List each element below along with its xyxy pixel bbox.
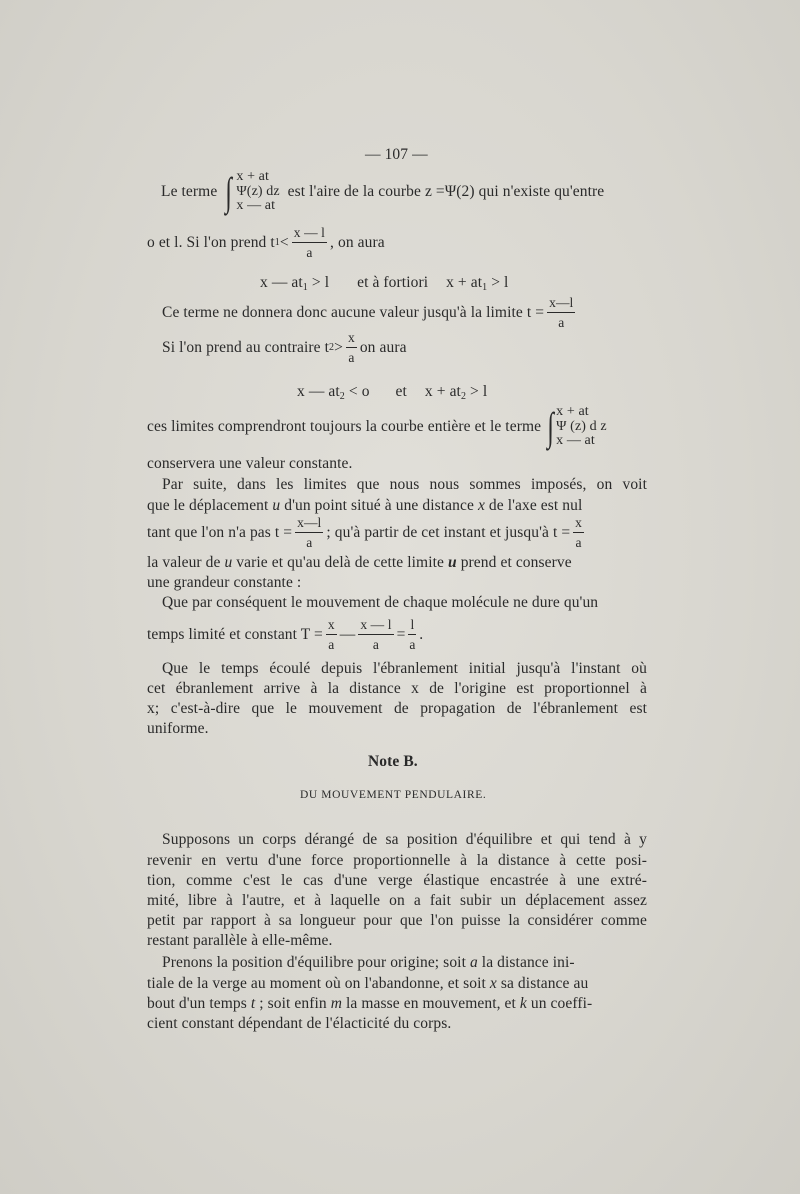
- text: que le déplacement: [147, 497, 273, 514]
- text: tiale de la verge au moment où on l'abandonne, et soit: [147, 975, 490, 992]
- fraction-t1: [295, 516, 323, 549]
- text-fortiori: et à fortiori: [357, 274, 429, 291]
- p1-line6: Que par conséquent le mouvement de chaque molécule ne dure qu'un: [162, 594, 599, 611]
- frac-num: x—l: [295, 516, 323, 533]
- sub-1: 1: [274, 237, 280, 248]
- minus-sign: —: [339, 625, 356, 643]
- line-inequalities-2: [297, 383, 487, 402]
- text-ce-terme: Ce terme ne donnera donc aucune valeur jusqu'à la limite t =: [162, 303, 545, 321]
- expr-a-rel: < o: [344, 383, 370, 400]
- integral-upper: x + at: [556, 404, 589, 419]
- p1-line5: une grandeur constante :: [147, 574, 302, 591]
- var-m: m: [330, 995, 343, 1012]
- frac-den: a: [306, 534, 313, 550]
- p1-line4: [147, 554, 572, 572]
- p3-line4: mité, libre à l'autre, et à laquelle on a fait subir un déplacement assez: [147, 892, 647, 909]
- p1-line1: Par suite, dans les limites que nous nous sommes imposés, on voit: [162, 476, 647, 493]
- var-x: x: [477, 497, 485, 514]
- p3-line2: revenir en vertu d'une force proportionnelle à la distance à cette posi-: [147, 852, 647, 869]
- frac-num: x: [346, 331, 357, 348]
- page-number: — 107 —: [365, 146, 428, 163]
- expr-a-sub: 2: [339, 391, 345, 402]
- frac-den: a: [372, 636, 379, 652]
- frac-den: a: [328, 636, 335, 652]
- expr-b: x + at: [424, 383, 461, 400]
- frac-den: a: [575, 534, 582, 550]
- text: d'un point situé à une distance: [280, 497, 478, 514]
- text: un coeffi-: [526, 995, 593, 1012]
- expr-b-sub: 2: [460, 391, 467, 402]
- frac-num: x — l: [358, 618, 393, 635]
- p3-line1: Supposons un corps dérangé de sa position d'équilibre et qui tend à y: [162, 831, 647, 848]
- fraction-l-a: [408, 618, 416, 651]
- line-si-lon-prend: [147, 226, 385, 259]
- text: prend et conserve: [456, 554, 572, 571]
- fraction-x-a: [346, 331, 357, 364]
- equals-sign: =: [396, 625, 406, 643]
- text-le-terme: Le terme: [161, 183, 218, 201]
- line-ces-limites: [147, 405, 607, 449]
- expr-a: x — at: [297, 383, 340, 400]
- integral-lower: x — at: [556, 433, 595, 449]
- note-title: Note B.: [368, 753, 418, 770]
- expr-b-sub: 1: [482, 282, 488, 293]
- p4-line1: [162, 954, 647, 972]
- text: tant que l'on n'a pas t =: [147, 523, 293, 541]
- fraction-t2: [573, 516, 584, 549]
- p4-line1-text: [162, 954, 575, 972]
- frac-num: x: [573, 516, 584, 533]
- fraction-limit: [547, 296, 575, 329]
- fraction-x-l-a: [292, 226, 327, 259]
- line-conservera: conservera une valeur constante.: [147, 455, 353, 472]
- integral-sign: ∫: [547, 404, 554, 450]
- p2-line2: cet ébranlement arrive à la distance x de l'origine est proportionnel à: [147, 680, 647, 697]
- p1-line2: [147, 497, 647, 515]
- frac-num: x: [326, 618, 337, 635]
- p3-line3: tion, comme c'est le cas d'une verge élastique encastrée à une extré-: [147, 872, 647, 889]
- integral-block: [556, 405, 606, 449]
- var-k: k: [519, 995, 527, 1012]
- period: .: [419, 625, 424, 643]
- p1-line2-text: [147, 497, 582, 515]
- frac-den: a: [558, 314, 565, 330]
- text: ; qu'à partir de cet instant et jusqu'à t =: [326, 523, 571, 541]
- gt-sign: >: [334, 338, 343, 356]
- var-t: t: [250, 995, 256, 1012]
- var-a: a: [469, 954, 478, 971]
- text: varie et qu'au delà de cette limite: [232, 554, 448, 571]
- integral-body: Ψ(z) dz: [236, 183, 280, 199]
- text: la masse en mouvement, et: [342, 995, 520, 1012]
- line-le-terme: [161, 170, 604, 214]
- expr-a: x — at: [260, 274, 303, 291]
- expr-b-rel: > l: [466, 383, 488, 400]
- frac-den: a: [409, 636, 416, 652]
- p1-line3: [147, 516, 587, 549]
- p3-line6: restant parallèle à elle-même.: [147, 932, 333, 949]
- text: la valeur de: [147, 554, 225, 571]
- line-inequalities-1: [260, 274, 508, 293]
- fraction-x-a: [326, 618, 337, 651]
- p2-line4: uniforme.: [147, 720, 209, 737]
- p4-line2: [147, 975, 588, 993]
- text: sa distance au: [496, 975, 589, 992]
- frac-den: a: [348, 349, 355, 365]
- line-au-contraire: [162, 331, 407, 364]
- p4-line4: cient constant dépendant de l'élacticité du corps.: [147, 1015, 452, 1032]
- integral-block: [236, 170, 279, 214]
- text: ; soit enfin: [255, 995, 331, 1012]
- expr-a-sub: 1: [302, 282, 308, 293]
- line-ce-terme: [162, 296, 578, 329]
- integral-sign: ∫: [225, 169, 233, 215]
- text-ces-limites: ces limites comprendront toujours la courbe entière et le terme: [147, 418, 542, 436]
- integral-upper: x + at: [236, 169, 269, 184]
- text-pre: o et l. Si l'on prend t: [147, 233, 275, 251]
- frac-den: a: [306, 244, 313, 260]
- integral-body: Ψ (z) d z: [556, 418, 607, 434]
- expr-b-rel: > l: [487, 274, 509, 291]
- lt-sign: <: [279, 233, 289, 251]
- text: la distance ini-: [477, 954, 575, 971]
- var-u: u: [224, 554, 233, 571]
- p4-line3: [147, 995, 592, 1013]
- p1-line7: [147, 618, 423, 651]
- text: de l'axe est nul: [484, 497, 583, 514]
- var-x: x: [489, 975, 497, 992]
- text-pre: Si l'on prend au contraire t: [162, 338, 330, 356]
- p2-line1: Que le temps écoulé depuis l'ébranlement initial jusqu'à l'instant où: [162, 660, 647, 677]
- text-post: on aura: [359, 338, 407, 356]
- text: bout d'un temps: [147, 995, 251, 1012]
- text-post: , on aura: [330, 233, 385, 251]
- integral-lower: x — at: [236, 198, 276, 214]
- p2-line3: x; c'est-à-dire que le mouvement de propagation de l'ébranlement est: [147, 700, 647, 717]
- text: Prenons la position d'équilibre pour origine; soit: [162, 954, 470, 971]
- p3-line5: petit par rapport à sa longueur pour que l'on puisse la considérer comme: [147, 912, 647, 929]
- var-u: u: [272, 497, 281, 514]
- fraction-x-l-a: [358, 618, 393, 651]
- frac-num: x—l: [547, 296, 575, 313]
- expr-b: x + at: [446, 274, 483, 291]
- note-subtitle: DU MOUVEMENT PENDULAIRE.: [300, 789, 487, 801]
- var-u: u: [447, 554, 457, 571]
- frac-num: x — l: [292, 226, 327, 243]
- text: temps limité et constant T =: [147, 625, 323, 643]
- sub-2: 2: [329, 342, 335, 353]
- frac-num: l: [408, 618, 416, 635]
- expr-a-rel: > l: [307, 274, 330, 291]
- text-aire: est l'aire de la courbe z =Ψ(2) qui n'existe qu'entre: [287, 183, 605, 201]
- text-et: et: [395, 383, 407, 400]
